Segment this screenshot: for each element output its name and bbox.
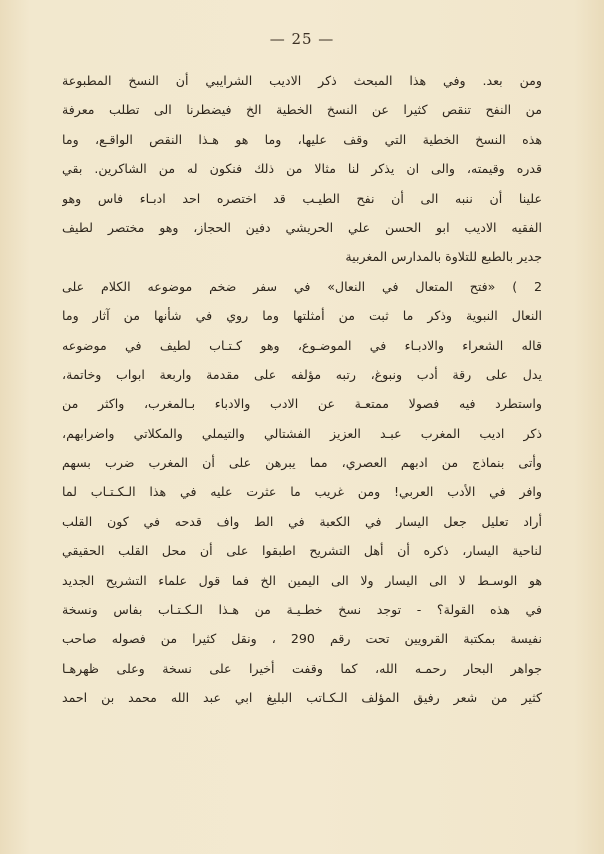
- text-line: في هذه القولة؟ - توجد نسخ خطـيـة من هـذا الـكـتـاب بفاس ونسخة: [62, 602, 542, 618]
- text-line: كثير من شعر رفيق المؤلف الـكـاتب البليغ ابي عبد الله محمد بن احمد: [62, 690, 542, 706]
- text-line: قاله الشعراء والادبـاء في الموضـوع، وهو كـتـاب لطيف في موضوعه: [62, 337, 542, 353]
- text-line: من النفح تنقص كثيرا عن النسخ الخطية الخ فيضطرنا الى تطلب معرفة: [62, 102, 542, 118]
- text-line: لناحية اليسار، ذكره أن أهل التشريح اطبقوا على أن محل القلب الحقيقي: [62, 543, 542, 559]
- text-line: جدير بالطبع للتلاوة بالمدارس المغربية: [345, 249, 542, 265]
- text-line: 2 ) «فتح المتعال في النعال» في سفر ضخم موضوعه الكلام على: [62, 278, 542, 294]
- text-line: هذه النسخ الخطية التي وقف عليها، وما هو هـذا النقص الواقـع، وما: [62, 131, 542, 147]
- text-line: وافر في الأدب العربي! ومن غريب ما عثرت عليه في هذا الـكـتـاب لما: [62, 484, 542, 500]
- text-body: [62, 66, 542, 713]
- text-line: وأتى بنماذج من ادبهم العصري، مما يبرهن على أن المغرب ضرب بسهم: [62, 455, 542, 471]
- text-line: علينا أن ننبه الى أن نفح الطيـب قد اختصره احد ادبـاء فاس وهو: [62, 190, 542, 206]
- text-line: ذكر اديب المغرب عبـد العزيز الفشتالي والتيملي والمكلاتي واضرابهم،: [62, 425, 542, 441]
- text-line: جواهر البحار رحمـه الله، كما وقفت أخيرا على نسخة وعلى ظهرهـا: [62, 660, 542, 676]
- text-line: هو الوسـط لا الى اليسار ولا الى اليمين الخ فما قول علماء التشريح الجديد: [62, 572, 542, 588]
- text-line: النعال النبوية وذكر ما ثبت من أمثلتها وما روي في شأنها من آثار وما: [62, 308, 542, 324]
- page-number: — 25 —: [269, 30, 335, 48]
- text-line: الفقيه الاديب ابو الحسن علي الحريشي دفين الحجاز، وهو مختصر لطيف: [62, 219, 542, 235]
- text-line: قدره وقيمته، والى ان يذكر لنا مثالا من ذلك فنكون له من الشاكرين. بقي: [62, 161, 542, 177]
- text-line: يدل على رقة أدب ونبوغ، رتبه مؤلفه على مقدمة واربعة ابواب وخاتمة،: [62, 366, 542, 382]
- text-line: نفيسة بمكتبة القرويين تحت رقم 290 ، ونقل كثيرا من فصوله صاحب: [62, 631, 542, 647]
- text-line: واستطرد فيه فصولا ممتعـة عن الادب والادباء بـالمغرب، واكثر من: [62, 396, 542, 412]
- text-line: ومن بعد. وفي هذا المبحث ذكر الاديب الشرايبي أن النسخ المطبوعة: [62, 73, 542, 88]
- text-line: أراد تعليل جعل اليسار في الكعبة في الط واف قدحه في كون القلب: [62, 513, 542, 529]
